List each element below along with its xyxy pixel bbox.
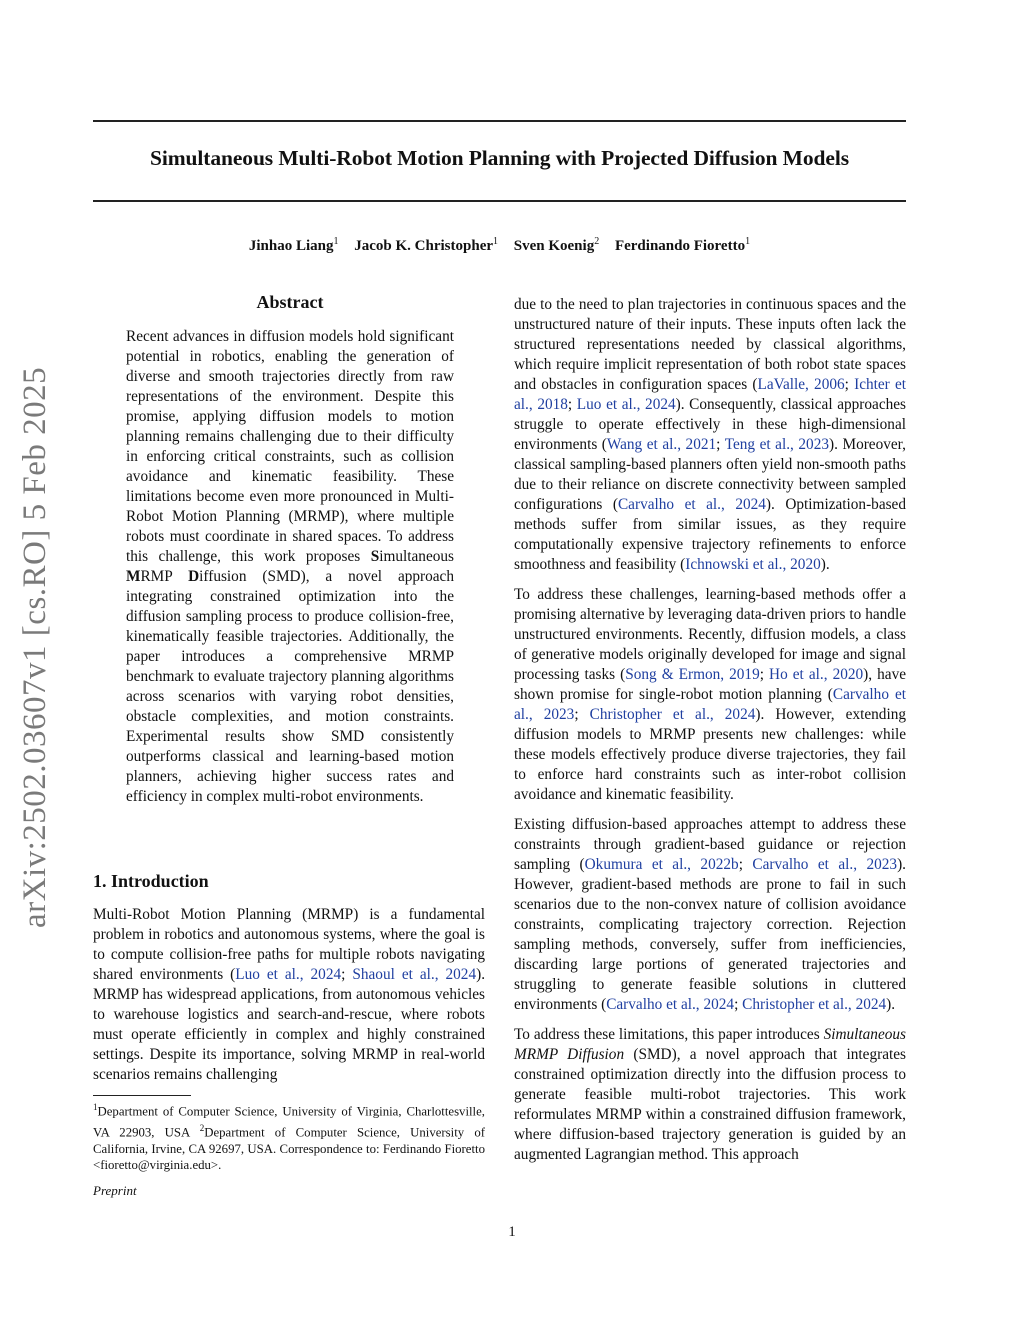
arxiv-stamp: arXiv:2502.03607v1 [cs.RO] 5 Feb 2025 bbox=[17, 366, 53, 928]
citation-link[interactable]: Wang et al., 2021 bbox=[606, 436, 717, 453]
citation-link[interactable]: Ho et al., 2020 bbox=[769, 666, 864, 683]
affiliation-footnote: $^1$Department of Computer Science, University of Virginia, Charlottesville, VA 22903, USA $^2$Department of Computer Science, University of California, Irvine, CA 92697, USA. Correspondence to: Ferdinando Fioretto <fioretto@virginia.edu>. bbox=[93, 1102, 486, 1173]
citation-link[interactable]: Carvalho et al., 2024 bbox=[606, 996, 735, 1013]
abstract-body: Recent advances in diffusion models hold significant potential in robotics, enabling the generation of diverse and smooth trajectories directly from raw representations of the environment. Despite this promise, applying diffusion models to motion planning remains challenging due to their difficulty in enforcing critical constraints, such as collision avoidance and kinematic feasibility. These limitations become even more pronounced in Multi-Robot Motion Planning (MRMP), where multiple robots must coordinate in shared spaces. To address this challenge, this work proposes Simultaneous MRMP Diffusion (SMD), a novel approach integrating constrained optimization into the diffusion sampling process to produce collision-free, kinematically feasible trajectories. Additionally, the paper introduces a comprehensive MRMP benchmark to evaluate trajectory planning algorithms across scenarios with varying robot densities, obstacle complexities, and motion constraints. Experimental results show SMD consistently outperforms classical and learning-based motion planners, achieving higher success rates and efficiency in complex multi-robot environments. bbox=[126, 328, 454, 805]
citation-link[interactable]: Carvalho et al., 2024 bbox=[617, 496, 766, 513]
citation-link[interactable]: Luo et al., 2024 bbox=[235, 966, 342, 983]
right-column bbox=[514, 295, 906, 1175]
citation-link[interactable]: Teng et al., 2023 bbox=[724, 436, 829, 453]
preprint-label: Preprint bbox=[93, 1183, 137, 1198]
citation-link[interactable]: Carvalho et al., 2023 bbox=[514, 686, 907, 723]
citation-link[interactable]: Ichnowski et al., 2020 bbox=[685, 556, 821, 573]
citation-link[interactable]: Ichter et al., 2018 bbox=[514, 376, 907, 413]
title-bottom-rule bbox=[93, 200, 906, 202]
author: Jacob K. Christopher$^1$ bbox=[354, 236, 499, 254]
citation-link[interactable]: Carvalho et al., 2023 bbox=[752, 856, 898, 873]
author: Sven Koenig$^2$ bbox=[513, 236, 600, 254]
author-list bbox=[93, 236, 906, 255]
author: Jinhao Liang$^1$ bbox=[248, 236, 339, 254]
paragraph: To address these challenges, learning-based methods offer a promising alternative by leveraging data-driven priors to handle unstructured environments. Recently, diffusion models, a class of generative models originally developed for image and signal processing tasks (Song & Ermon, 2019; Ho et al., 2020), have shown promise for single-robot motion planning (Carvalho et al., 2023; Christopher et al., 2024). However, extending diffusion models to MRMP presents new challenges: while these models effectively produce diverse trajectories, they fail to enforce hard constraints such as inter-robot collision avoidance and kinematic feasibility. bbox=[514, 586, 907, 803]
author: Ferdinando Fioretto$^1$ bbox=[614, 236, 751, 254]
citation-link[interactable]: Shaoul et al., 2024 bbox=[352, 966, 477, 983]
citation-link[interactable]: Christopher et al., 2024 bbox=[589, 706, 756, 723]
page-number: 1 bbox=[508, 1224, 516, 1240]
title-top-rule bbox=[93, 120, 906, 122]
citation-link[interactable]: Song & Ermon, 2019 bbox=[625, 666, 760, 683]
paragraph: Existing diffusion-based approaches attempt to address these constraints through gradient-based guidance or rejection sampling (Okumura et al., 2022b; Carvalho et al., 2023). However, gradient-based methods are prone to fail in such scenarios due to the non-convex nature of collision avoidance constraints, complicating trajectory correction. Rejection sampling methods, conversely, suffer from inefficiencies, discarding large portions of generated trajectories and struggling to generate feasible solutions in cluttered environments (Carvalho et al., 2024; Christopher et al., 2024). bbox=[514, 816, 906, 1013]
paper-title: Simultaneous Multi-Robot Motion Planning with Projected Diffusion Models bbox=[150, 146, 849, 170]
paragraph: To address these limitations, this paper introduces Simultaneous MRMP Diffusion (SMD), a novel approach that integrates constrained optimization directly into the diffusion process to generate feasible multi-robot trajectories. This work reformulates MRMP within a constrained diffusion framework, where diffusion-based trajectory generation is guided by an augmented Lagrangian method. This approach bbox=[514, 1026, 906, 1163]
citation-link[interactable]: Christopher et al., 2024 bbox=[742, 996, 887, 1013]
introduction-paragraph: Multi-Robot Motion Planning (MRMP) is a fundamental problem in robotics and autonomous systems, where the goal is to compute collision-free paths for multiple robots navigating shared environments (Luo et al., 2024; Shaoul et al., 2024). MRMP has widespread applications, from autonomous vehicles to warehouse logistics and search-and-rescue, where robots must operate efficiently in complex and highly constrained settings. Despite its importance, solving MRMP in real-world scenarios remains challenging bbox=[93, 906, 486, 1083]
citation-link[interactable]: Luo et al., 2024 bbox=[576, 396, 676, 413]
section-heading-introduction: 1. Introduction bbox=[93, 871, 209, 891]
citation-link[interactable]: Okumura et al., 2022b bbox=[584, 856, 739, 873]
paragraph: due to the need to plan trajectories in continuous spaces and the unstructured nature of their inputs. These inputs often lack the structured representations needed by classical algorithms, which require implicit representation of both robot state spaces and obstacles in configuration spaces (LaValle, 2006; Ichter et al., 2018; Luo et al., 2024). Consequently, classical approaches struggle to operate effectively in these high-dimensional environments (Wang et al., 2021; Teng et al., 2023). Moreover, classical sampling-based planners often yield non-smooth paths due to their reliance on discrete connectivity between sampled configurations (Carvalho et al., 2024). Optimization-based methods suffer from similar issues, as they require computationally expensive trajectory refinements to enforce smoothness and feasibility (Ichnowski et al., 2020). bbox=[514, 296, 907, 573]
footnote-rule bbox=[93, 1095, 191, 1096]
abstract-heading: Abstract bbox=[256, 292, 324, 312]
citation-link[interactable]: LaValle, 2006 bbox=[757, 376, 845, 393]
